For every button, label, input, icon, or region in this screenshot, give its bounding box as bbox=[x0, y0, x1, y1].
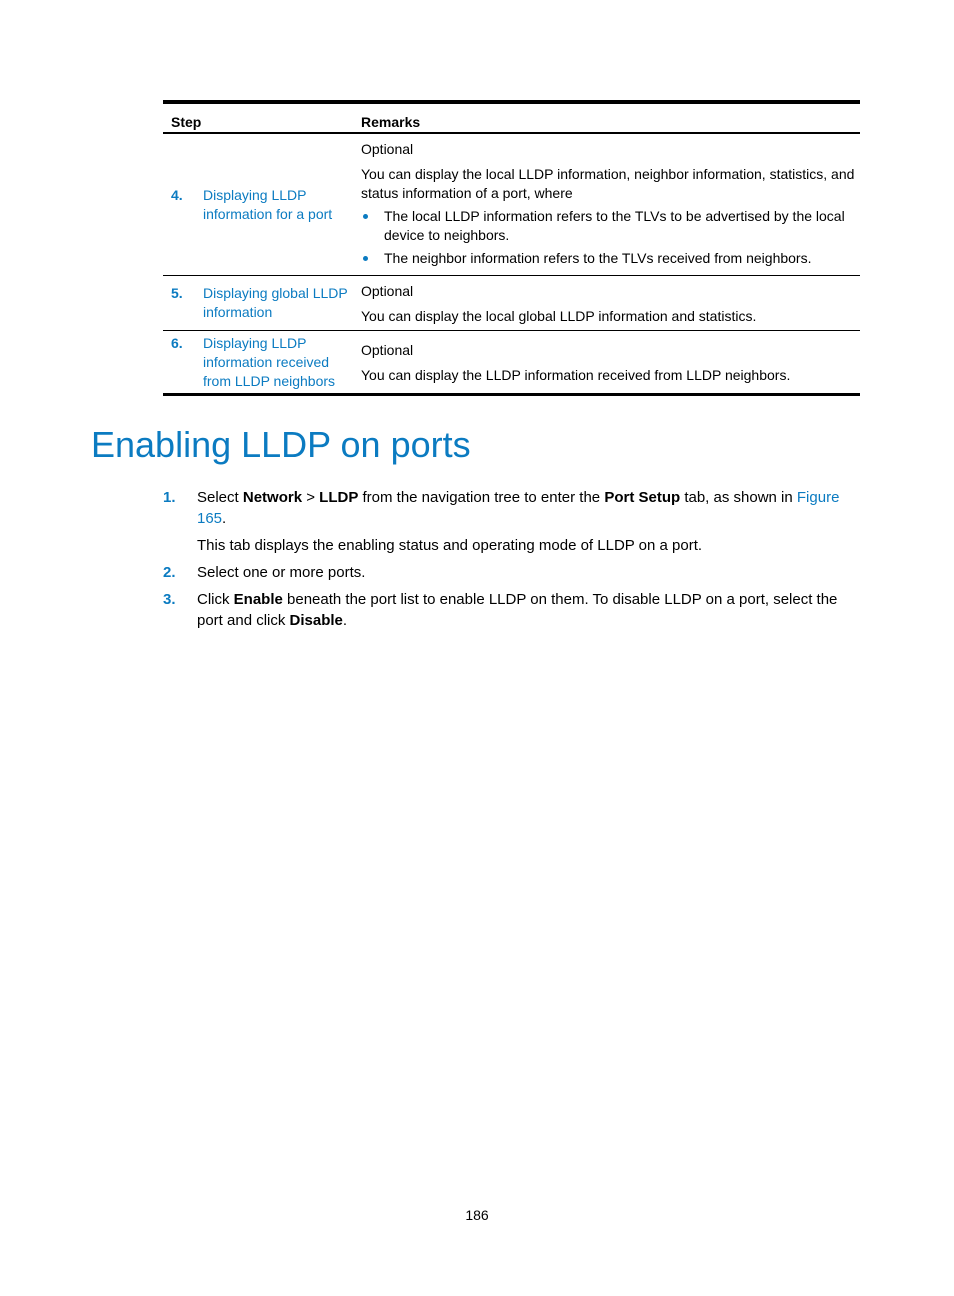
step-subtext: This tab displays the enabling status and operating mode of LLDP on a port. bbox=[197, 537, 703, 554]
text-run: . bbox=[222, 510, 227, 527]
procedure-steps bbox=[163, 487, 863, 637]
step-text: Select one or more ports. bbox=[197, 564, 366, 581]
remarks-cell bbox=[361, 331, 860, 395]
step-number: 6. bbox=[171, 334, 183, 351]
menu-lldp: LLDP bbox=[319, 489, 359, 506]
header-remarks: Remarks bbox=[361, 102, 860, 133]
remark-optional: Optional bbox=[361, 141, 414, 157]
remark-description: You can display the LLDP information received from LLDP neighbors. bbox=[361, 367, 791, 383]
header-step: Step bbox=[163, 102, 361, 133]
step-text bbox=[197, 589, 863, 631]
text-run: from the navigation tree to enter the bbox=[358, 489, 605, 506]
remarks-cell bbox=[361, 133, 860, 276]
list-item bbox=[163, 487, 863, 529]
text-run: . bbox=[342, 612, 348, 629]
remarks-cell bbox=[361, 276, 860, 331]
button-disable: Disable bbox=[289, 612, 343, 629]
step-link-port-info[interactable]: Displaying LLDP information for a port bbox=[203, 186, 333, 222]
page-number: 186 bbox=[465, 1207, 489, 1223]
step-cell bbox=[163, 276, 361, 331]
text-run: > bbox=[302, 489, 320, 506]
step-cell bbox=[163, 133, 361, 276]
list-item bbox=[163, 562, 863, 583]
steps-table-grid bbox=[163, 100, 860, 396]
menu-network: Network bbox=[242, 489, 303, 506]
list-item bbox=[163, 589, 863, 631]
text-run: Click bbox=[197, 591, 234, 608]
remark-optional: Optional bbox=[361, 342, 414, 358]
step-number: 3. bbox=[163, 591, 176, 608]
step-link-neighbor-info[interactable]: Displaying LLDP information received from LLDP neighbors bbox=[203, 334, 336, 389]
step-link-global-info[interactable]: Displaying global LLDP information bbox=[203, 285, 348, 320]
section-title: Enabling LLDP on ports bbox=[91, 424, 471, 465]
table-row bbox=[163, 133, 860, 276]
step-text bbox=[197, 487, 863, 529]
remark-bullet-list bbox=[361, 207, 860, 268]
step-number: 2. bbox=[163, 564, 176, 581]
remark-optional: Optional bbox=[361, 283, 414, 299]
step-cell bbox=[163, 331, 361, 395]
step-number: 4. bbox=[171, 186, 183, 203]
table-header-row bbox=[163, 102, 860, 133]
list-item: The local LLDP information refers to the TLVs to be advertised by the local device to neighbors. bbox=[361, 207, 860, 245]
step-number: 1. bbox=[163, 489, 176, 506]
table-row bbox=[163, 276, 860, 331]
button-enable: Enable bbox=[233, 591, 283, 608]
text-run: Select bbox=[197, 489, 243, 506]
step-number: 5. bbox=[171, 285, 183, 301]
list-item: The neighbor information refers to the TLVs received from neighbors. bbox=[361, 249, 860, 268]
remark-description: You can display the local global LLDP information and statistics. bbox=[361, 308, 757, 324]
text-run: beneath the port list to enable LLDP on them. To disable LLDP on a port, select the port and click bbox=[197, 591, 838, 629]
table-row bbox=[163, 331, 860, 395]
remark-description: You can display the local LLDP information, neighbor information, statistics, and status information of a port, where bbox=[361, 166, 855, 201]
figure-link[interactable]: Figure 165 bbox=[197, 489, 840, 527]
steps-table bbox=[163, 100, 860, 396]
tab-port-setup: Port Setup bbox=[604, 489, 681, 506]
text-run: tab, as shown in bbox=[680, 489, 797, 506]
